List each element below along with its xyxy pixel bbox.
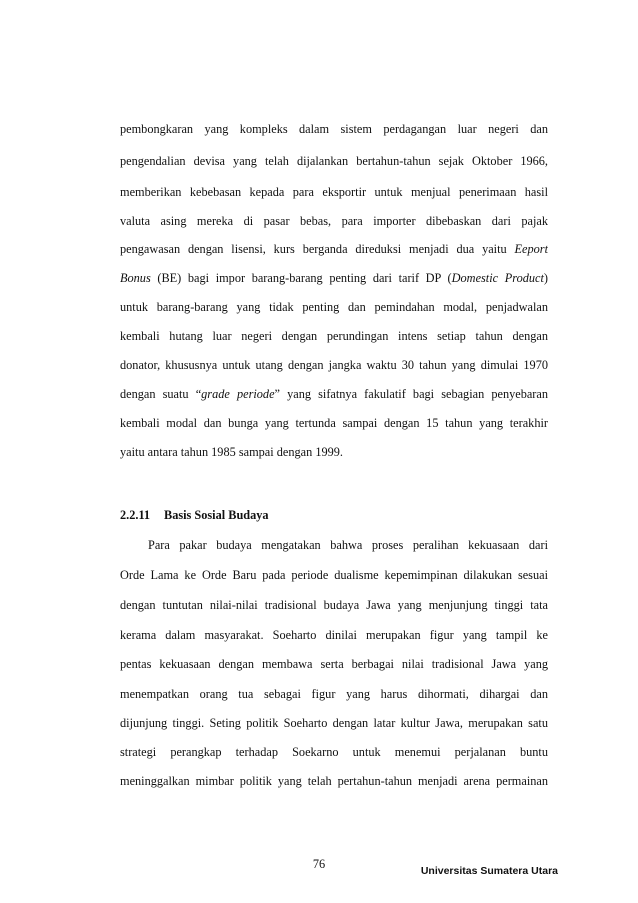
italic-term: grade periode <box>201 387 275 401</box>
text-line: Para pakar budaya mengatakan bahwa proses peralihan kekuasaan dari <box>148 538 548 552</box>
text-line: kembali modal dan bunga yang tertunda sampai dengan 15 tahun yang terakhir <box>120 416 548 430</box>
italic-term: Bonus <box>120 271 151 285</box>
text-line: valuta asing mereka di pasar bebas, para importer dibebaskan dari pajak <box>120 214 548 228</box>
section-number: 2.2.11 <box>120 508 151 522</box>
text-line: Orde Lama ke Orde Baru pada periode dualisme kepemimpinan dilakukan sesuai <box>120 568 548 582</box>
section-title: Basis Sosial Budaya <box>164 508 269 522</box>
text-line: pengendalian devisa yang telah dijalankan bertahun-tahun sejak Oktober 1966, <box>120 154 548 168</box>
text-line <box>120 270 548 286</box>
text-line <box>120 241 548 257</box>
page-number: 76 <box>312 857 326 871</box>
text-line: dengan tuntutan nilai-nilai tradisional budaya Jawa yang menjunjung tinggi tata <box>120 598 548 612</box>
text-line <box>120 386 548 402</box>
text-line: kembali hutang luar negeri dengan perundingan intens setiap tahun dengan <box>120 329 548 343</box>
text-line: kerama dalam masyarakat. Soeharto dinilai merupakan figur yang tampil ke <box>120 628 548 642</box>
text-run: ) <box>543 271 548 285</box>
text-run: dengan suatu “ <box>120 387 202 401</box>
text-line: dijunjung tinggi. Seting politik Soeharto dengan latar kultur Jawa, merupakan satu <box>120 716 548 730</box>
footer-institution: Universitas Sumatera Utara <box>420 865 558 877</box>
text-line: donator, khususnya untuk utang dengan jangka waktu 30 tahun yang dimulai 1970 <box>120 358 548 372</box>
section-heading <box>120 507 269 523</box>
text-line: memberikan kebebasan kepada para eksportir untuk menjual penerimaan hasil <box>120 185 548 199</box>
text-line: pentas kekuasaan dengan membawa serta berbagai nilai tradisional Jawa yang <box>120 657 548 671</box>
italic-term: Domestic Product <box>451 271 544 285</box>
italic-term: Eeport <box>514 242 548 256</box>
text-run: pengawasan dengan lisensi, kurs berganda direduksi menjadi dua yaitu <box>120 242 507 256</box>
text-line: meninggalkan mimbar politik yang telah pertahun-tahun menjadi arena permainan <box>120 774 548 788</box>
text-run: ” yang sifatnya fakulatif bagi sebagian penyebaran <box>274 387 548 401</box>
text-line: yaitu antara tahun 1985 sampai dengan 1999. <box>120 445 343 459</box>
text-line: strategi perangkap terhadap Soekarno untuk menemui perjalanan buntu <box>120 745 548 759</box>
text-run: (BE) bagi impor barang-barang penting dari tarif DP ( <box>157 271 452 285</box>
text-line: pembongkaran yang kompleks dalam sistem perdagangan luar negeri dan <box>120 122 548 136</box>
text-line: untuk barang-barang yang tidak penting dan pemindahan modal, penjadwalan <box>120 300 548 314</box>
text-line: menempatkan orang tua sebagai figur yang harus dihormati, dihargai dan <box>120 687 548 701</box>
